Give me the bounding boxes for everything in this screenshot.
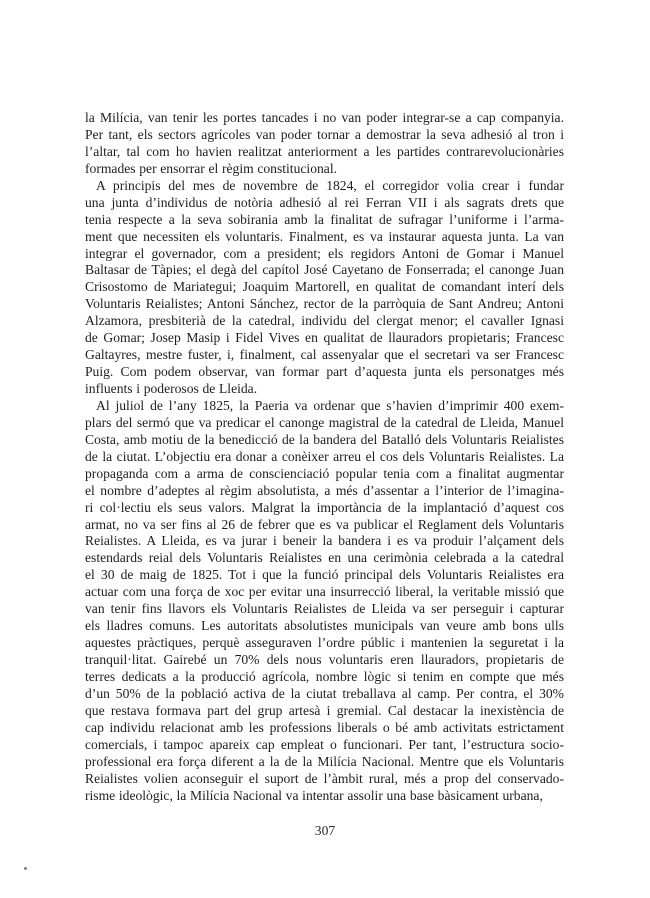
text-line: plars del sermó que va predicar el canonge magistral de la catedral de Lleida, Manuel [85,414,564,430]
text-line: actuar com una força de xoc per evitar una insurrecció liberal, la veritable missió que [85,584,564,600]
text-line: els lladres comuns. Les autoritats absolutistes municipals van veure amb bons ulls [85,618,564,634]
paragraph [85,398,564,805]
paragraph [85,178,564,398]
text-line: Voluntaris Reialistes; Antoni Sánchez, rector de la parròquia de Sant Andreu; Antoni [85,296,564,312]
text-line: terres dedicats a la producció agrícola, nombre lògic si tenim en compte que més [85,668,564,684]
text-line: Reialistes. A Lleida, es va jurar i beneir la bandera i es va produir l’alçament dels [85,533,564,549]
text-line: d’un 50% de la població activa de la ciutat treballava al camp. Per contra, el 30% [85,685,564,701]
text-line: Crisostomo de Mariategui; Joaquim Martorell, en qualitat de comandant interí dels [85,279,564,295]
text-line: van tenir fins llavors els Voluntaris Reialistes de Lleida va ser perseguir i capturar [85,601,564,617]
text-line: Puig. Com podem observar, van formar part d’aquesta junta els personatges més [85,364,564,380]
text-line: aquestes pràctiques, perquè asseguraven l’ordre públic i mantenien la seguretat i la [85,635,564,651]
text-line: armat, no va ser fins al 26 de febrer que es va publicar el Reglament dels Voluntaris [85,516,564,532]
text-line: Alzamora, presbiterià de la catedral, individu del clergat menor; el cavaller Ignasi [85,313,564,329]
text-line: una junta d’individus de notòria adhesió al rei Ferran VII i als sagrats drets que [85,194,564,210]
page-text-block [85,110,564,804]
text-line: integrar el governador, com a president; els regidors Antoni de Gomar i Manuel [85,245,564,261]
text-line: Costa, amb motiu de la benedicció de la bandera del Batalló dels Voluntaris Reialistes [85,431,564,447]
text-line: de Gomar; Josep Masip i Fidel Vives en qualitat de llauradors propietaris; Francesc [85,330,564,346]
text-line: A principis del mes de novembre de 1824, el corregidor volia crear i fundar [96,177,564,193]
scan-speck-artifact [24,867,27,870]
text-line: tenia respecte a la seva sobirania amb la finalitat de sufragar l’uniforme i l’arma- [85,211,564,227]
text-line: ri col·lectiu els seus valors. Malgrat la importància de la implantació d’aquest cos [85,499,564,515]
text-line: ment que necessiten els voluntaris. Finalment, es va instaurar aquesta junta. La van [85,228,564,244]
text-line: el nombre d’adeptes al règim absolutista, a més d’assentar a l’interior de l’imagina- [85,482,564,498]
text-line: formades per ensorrar el règim constitucional. [85,160,337,176]
text-line: Reialistes volien aconseguir el suport de l’àmbit rural, més a prop del conservado- [85,770,564,786]
text-line: l’altar, tal com ho havien realitzat anteriorment a les partides contrarevolucionàries [85,143,564,159]
text-line: comercials, i tampoc apareix cap empleat o funcionari. Per tant, l’estructura socio- [85,736,564,752]
text-line: risme ideològic, la Milícia Nacional va intentar assolir una base bàsicament urbana, [85,787,543,803]
text-line: estendards reial dels Voluntaris Reialistes en una cerimònia celebrada a la catedral [85,550,564,566]
text-line: propaganda com a arma de conscienciació popular tenia com a finalitat augmentar [85,465,564,481]
text-line: la Milícia, van tenir les portes tancades i no van poder integrar-se a cap companyia. [85,110,564,125]
text-line: el 30 de maig de 1825. Tot i que la funció principal dels Voluntaris Reialistes era [85,567,564,583]
text-line: tranquil·litat. Gairebé un 70% dels nous voluntaris eren llauradors, propietaris de [85,652,564,667]
text-line: Baltasar de Tàpies; el degà del capítol José Cayetano de Fonserrada; el canonge Juan [85,262,564,278]
text-line: de la ciutat. L’objectiu era donar a conèixer arreu el cos dels Voluntaris Reialistes. La [85,448,564,464]
text-line: cap individu relacionat amb les professions liberals o bé amb activitats estrictament [85,719,564,735]
text-line: Al juliol de l’any 1825, la Paeria va ordenar que s’havien d’imprimir 400 exem- [96,397,564,413]
text-line: influents i poderosos de Lleida. [85,381,258,396]
text-line: que restava formava part del grup artesà i gremial. Cal destacar la inexistència de [85,702,564,718]
paragraph [85,110,564,178]
text-line: Per tant, els sectors agrícoles van poder tornar a demostrar la seva adhesió al tron i [85,126,564,142]
text-line: professional era força diferent a la de la Milícia Nacional. Mentre que els Voluntaris [85,753,564,769]
text-line: Galtayres, mestre fuster, i, finalment, cal assenyalar que el secretari va ser Francesc [85,347,564,363]
page-number: 307 [314,823,336,838]
